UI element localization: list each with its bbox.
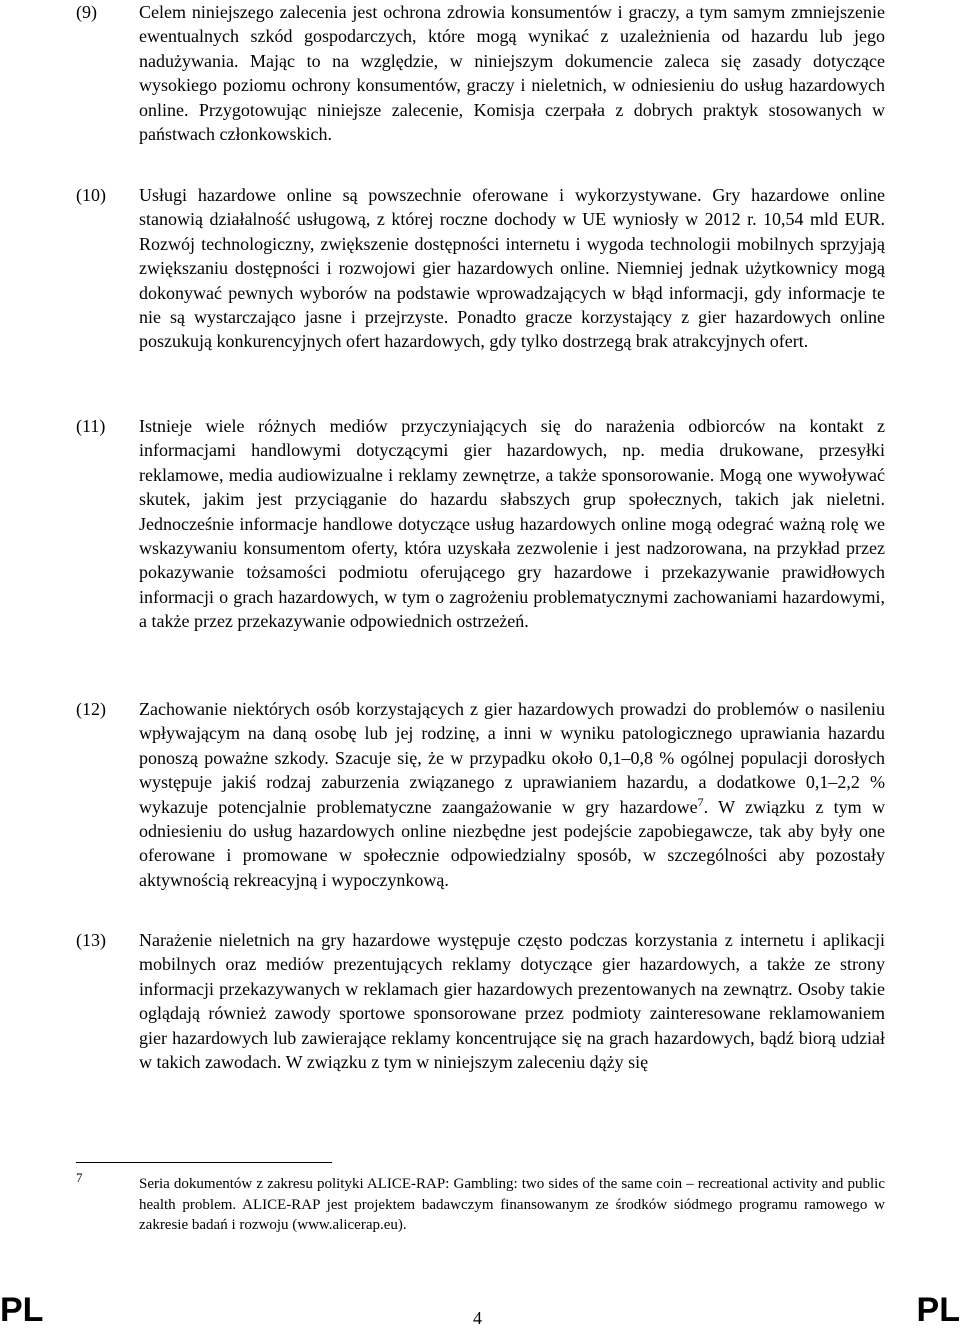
paragraph-number: (11) xyxy=(76,416,106,436)
footnote-number: 7 xyxy=(76,1170,83,1185)
paragraph-text: Usługi hazardowe online są powszechnie oferowane i wykorzystywane. Gry hazardowe online stanowią działalność usługową, z której roczne dochody w UE wyniosły w 2012 r. 10,54 mld EUR. Rozwój technologiczny, zwiększenie dostępności internetu i wygoda technologii mobilnych sprzyjają zwiększaniu dostępności i rozwojowi gier hazardowych online. Niemniej jednak użytkownicy mogą dokonywać pewnych wyborów na podstawie wprowadzających w błąd informacji, gdy informacje te nie są wystarczająco jasne i przejrzyste. Ponadto gracze korzystający z gier hazardowych online poszukują konkurencyjnych ofert hazardowych, gdy tylko dostrzegą brak atrakcyjnych ofert. xyxy=(139,185,885,352)
footnote-divider xyxy=(76,1162,332,1163)
footnote-reference[interactable]: 7 xyxy=(697,794,704,809)
paragraph-text-part: Zachowanie niektórych osób korzystających z gier hazardowych prowadzi do problemów o nasileniu wpływającym na daną osobę lub jej rodzinę, a inni w wyniku patologicznego uprawiania hazardu ponoszą poważne szkody. Szacuje się, że w przypadku około 0,1–0,8 % ogólnej populacji dorosłych występuje jakiś rodzaj zaburzenia związanego z uprawianiem hazardu, a dodatkowe 0,1–2,2 % wykazuje potencjalnie problematyczne zaangażowanie w gry hazardowe xyxy=(139,699,885,817)
footnote-text: Seria dokumentów z zakresu polityki ALICE-RAP: Gambling: two sides of the same coin – recreational activity and public health problem. ALICE-RAP jest projektem badawczym finansowanym ze środków siódmego programu ramowego w zakresie badań i rozwoju (www.alicerap.eu). xyxy=(139,1176,885,1233)
paragraph-number: (10) xyxy=(76,185,106,205)
paragraph-text xyxy=(139,697,885,892)
language-code-right: PL xyxy=(916,1291,960,1329)
paragraph-number: (13) xyxy=(76,930,106,950)
language-code-left: PL xyxy=(0,1291,44,1329)
paragraph-text: Celem niniejszego zalecenia jest ochrona zdrowia konsumentów i graczy, a tym samym zmniejszenie ewentualnych szkód gospodarczych, które mogą wynikać z uzależnienia od hazardu lub jego nadużywania. Mając to na względzie, w niniejszym dokumencie zaleca się zasady dotyczące wysokiego poziomu ochrony konsumentów, graczy i nieletnich, w odniesieniu do usług hazardowych online. Przygotowując niniejsze zalecenie, Komisja czerpała z dobrych praktyk stosowanych w państwach członkowskich. xyxy=(139,2,885,145)
paragraph-number: (12) xyxy=(76,699,106,719)
paragraph-text-part: . W związku z tym w odniesieniu do usług hazardowych online niezbędne jest podejście zapobiegawcze, tak aby były one oferowane i promowane w społecznie odpowiedzialny sposób, w szczególności aby pozostały aktywnością rekreacyjną i wypoczynkową. xyxy=(139,796,885,890)
paragraph-text: Istnieje wiele różnych mediów przyczyniających się do narażenia odbiorców na kontakt z informacjami handlowymi dotyczącymi gier hazardowych, np. media drukowane, przesyłki reklamowe, media audiowizualne i reklamy zewnętrze, a także sponsorowanie. Mogą one wywoływać skutek, jakim jest przyciąganie do hazardu słabszych grup społecznych, takich jak nieletni. Jednocześnie informacje handlowe dotyczące usług hazardowych online mogą odegrać ważną rolę we wskazywaniu konsumentom oferty, która uzyskała zezwolenie i jest nadzorowana, na przykład przez pokazywanie tożsamości podmiotu oferującego gry hazardowe i przekazywanie prawidłowych informacji o grach hazardowych, w tym o zagrożeniu problematycznymi zachowaniami hazardowymi, a także przez przekazywanie odpowiednich ostrzeżeń. xyxy=(139,416,885,632)
page-number: 4 xyxy=(473,1308,482,1328)
paragraph-text: Narażenie nieletnich na gry hazardowe występuje często podczas korzystania z internetu i aplikacji mobilnych oraz mediów prezentujących reklamy dotyczące gier hazardowych, a także ze strony informacji przekazywanych w reklamach gier hazardowych prezentowanych na zewnątrz. Osoby takie oglądają również zawody sportowe sponsorowane przez podmioty zainteresowane reklamowaniem gier hazardowych lub zawierające reklamy koncentrujące się na grach hazardowych, bądź biorą udział w takich zawodach. W związku z tym w niniejszym zaleceniu dąży się xyxy=(139,930,885,1073)
paragraph-number: (9) xyxy=(76,2,97,22)
